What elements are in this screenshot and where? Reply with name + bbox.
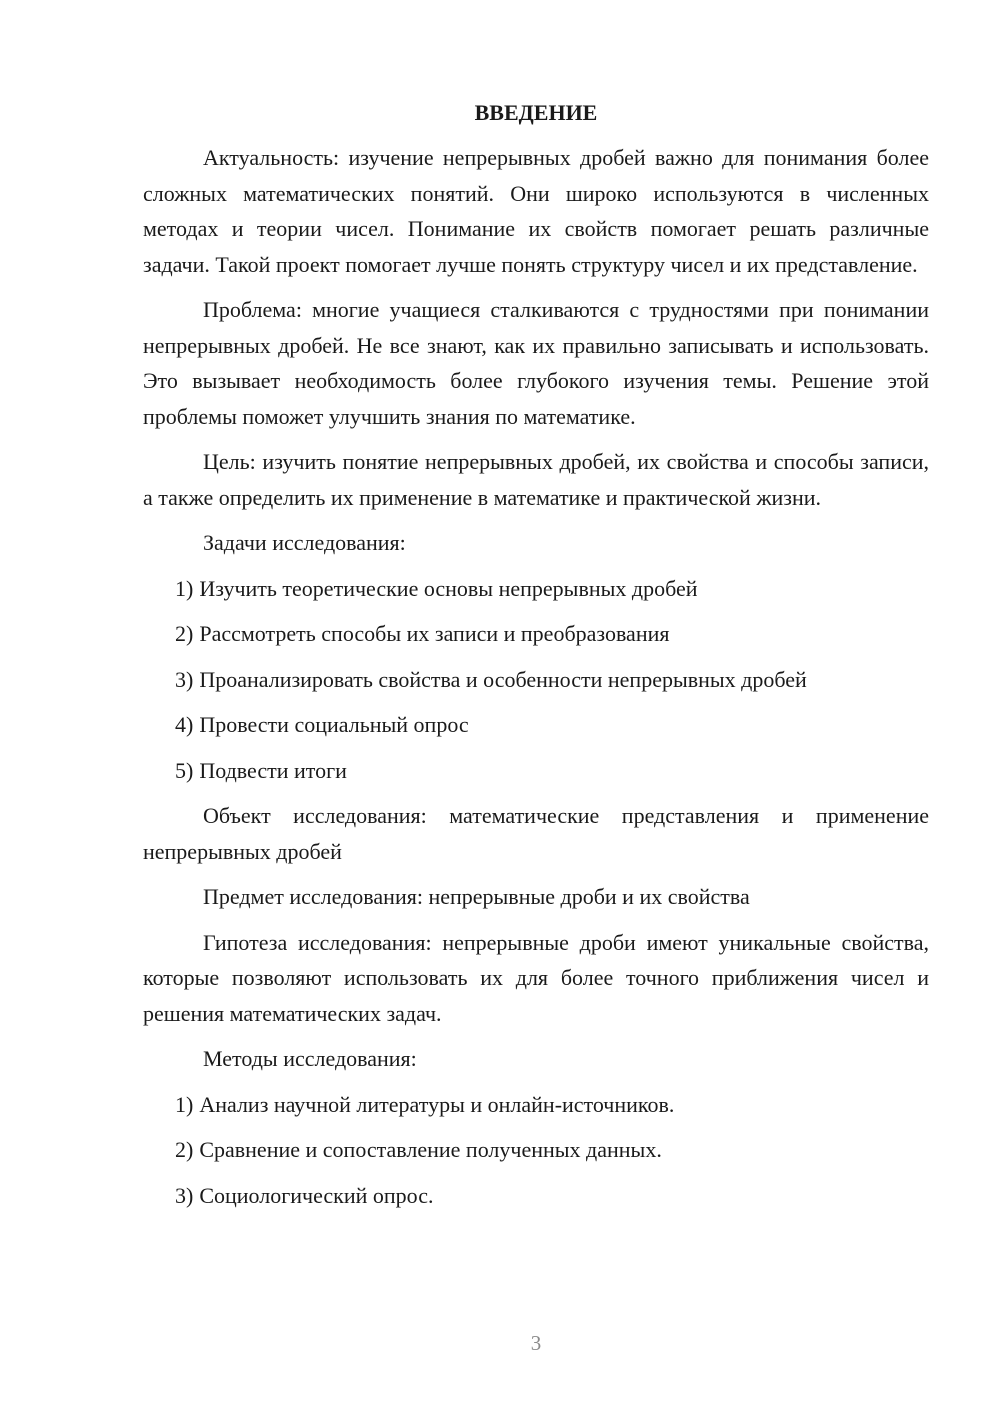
page-content [143,96,929,1223]
task-item [143,616,929,652]
page-number: 3 [530,1331,542,1355]
task-number: 1) [175,575,194,601]
task-number: 4) [175,712,194,737]
method-number: 2) [175,1137,194,1162]
method-text: Сравнение и сопоставление полученных данных. [199,1137,662,1162]
task-item [143,571,929,607]
method-item [143,1178,929,1214]
task-item [143,753,929,789]
method-number: 3) [175,1182,194,1208]
task-text: Рассмотреть способы их записи и преобразования [199,621,670,646]
object-paragraph: Объект исследования: математические представления и применение непрерывных дробей [143,803,929,864]
task-text: Подвести итоги [199,757,347,783]
subject-paragraph: Предмет исследования: непрерывные дроби и их свойства [203,884,750,909]
method-number: 1) [175,1091,194,1117]
task-text: Проанализировать свойства и особенности непрерывных дробей [199,666,807,692]
hypothesis-paragraph: Гипотеза исследования: непрерывные дроби имеют уникальные свойства, которые позволяют использовать их для более точного приближения чисел и решения математических задач. [143,929,929,1026]
page-title: ВВЕДЕНИЕ [474,100,598,125]
relevance-paragraph: Актуальность: изучение непрерывных дробей важно для понимания более сложных математических понятий. Они широко используются в численных методах и теории чисел. Понимание их свойств помогает решать различные задачи. Такой проект помогает лучше понять структуру чисел и их представление. [143,145,929,277]
problem-paragraph: Проблема: многие учащиеся сталкиваются с трудностями при понимании непрерывных дробей. Не все знают, как их правильно записывать и использовать. Это вызывает необходимость более глубокого изучения темы. Решение этой проблемы поможет улучшить знания по математике. [143,297,929,429]
task-number: 2) [175,621,194,646]
task-item [143,662,929,698]
method-item [143,1087,929,1123]
method-text: Анализ научной литературы и онлайн-источников. [199,1091,675,1117]
task-text: Провести социальный опрос [199,712,469,737]
method-item [143,1132,929,1168]
task-text: Изучить теоретические основы непрерывных дробей [199,575,698,601]
tasks-label: Задачи исследования: [203,530,406,555]
method-text: Социологический опрос. [199,1182,434,1208]
goal-paragraph: Цель: изучить понятие непрерывных дробей, их свойства и способы записи, а также определить их применение в математике и практической жизни. [143,449,929,510]
methods-label: Методы исследования: [203,1046,417,1071]
task-number: 5) [175,757,194,783]
task-number: 3) [175,666,194,692]
task-item [143,707,929,743]
